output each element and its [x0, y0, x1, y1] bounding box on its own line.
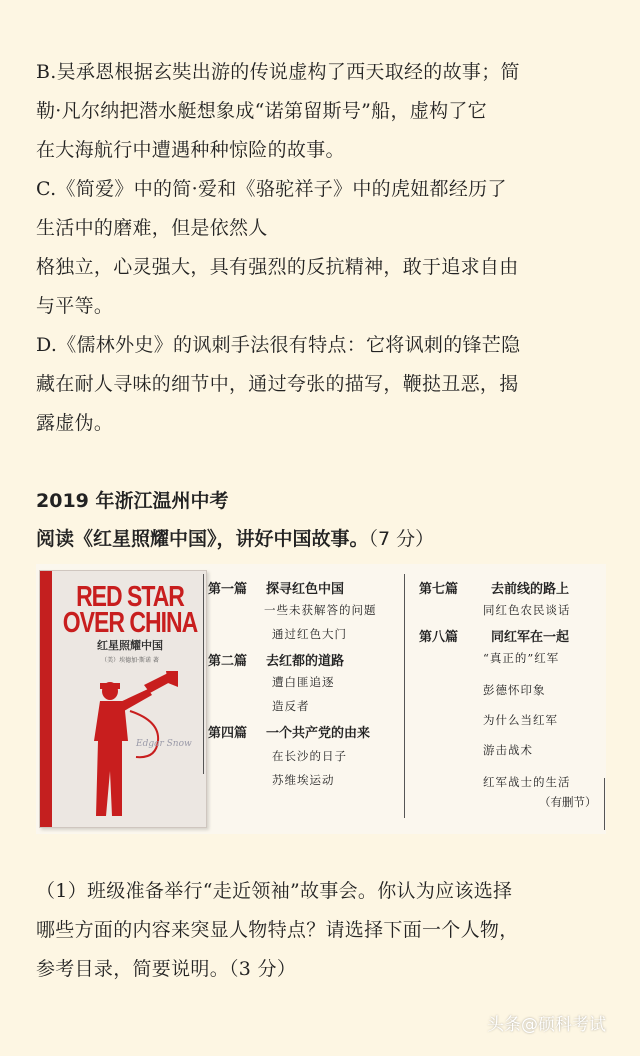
toc-section: 红军战士的生活 [483, 775, 571, 789]
toc-section: 通过红色大门 [272, 627, 347, 641]
book-spine [40, 571, 52, 827]
option-b-line: 在大海航行中遭遇种种惊险的故事。 [36, 139, 345, 161]
book-title-en-line2: OVER CHINA [62, 605, 198, 639]
exam-heading: 2019 年浙江温州中考 [36, 490, 229, 512]
option-c-line: 格独立，心灵强大，具有强烈的反抗精神，敢于追求自由 [36, 256, 519, 278]
toc-section: “真正的”红军 [483, 651, 560, 665]
toc-section: 彭德怀印象 [483, 683, 546, 697]
option-b-line: 勒·凡尔纳把潜水艇想象成“诺第留斯号”船，虚构了它 [36, 100, 487, 122]
toc-section: 游击战术 [483, 743, 533, 757]
toc-chapter-7: 第七篇 去前线的路上 [419, 582, 570, 597]
task-instruction [36, 524, 434, 554]
toc-section: 同红色农民谈话 [483, 603, 571, 617]
question-line: 哪些方面的内容来突显人物特点？请选择下面一个人物， [36, 919, 519, 941]
option-b [36, 53, 606, 170]
toc-chapter-4: 第四篇 一个共产党的由来 [208, 726, 371, 741]
toc-section: 遭白匪追逐 [272, 675, 335, 689]
toc-section: 苏维埃运动 [272, 773, 335, 787]
option-c [36, 170, 606, 326]
signature-scribble: Edgar Snow [136, 739, 192, 749]
toc-note: （有删节） [539, 795, 597, 809]
task-points: （7 分） [368, 528, 435, 550]
task-text: 阅读《红星照耀中国》，讲好中国故事。 [36, 528, 369, 550]
toc-divider-middle [404, 574, 405, 818]
toc-section: 在长沙的日子 [272, 749, 347, 763]
question-line: （1）班级准备举行“走近领袖”故事会。你认为应该选择 [36, 880, 513, 902]
question-1 [36, 872, 606, 989]
option-c-line: 与平等。 [36, 295, 114, 317]
option-c-line: 生活中的磨难，但是依然人 [36, 217, 268, 239]
toc-chapter-8: 第八篇 同红军在一起 [419, 630, 570, 645]
option-d-line: 藏在耐人寻味的细节中，通过夸张的描写，鞭挞丑恶，揭 [36, 373, 519, 395]
option-d-line: D.《儒林外史》的讽刺手法很有特点：它将讽刺的锋芒隐 [36, 334, 521, 356]
option-d [36, 326, 606, 443]
toc-section: 为什么当红军 [483, 713, 558, 727]
question-line: 参考目录，简要说明。（3 分） [36, 958, 297, 980]
toc-section: 造反者 [272, 699, 310, 713]
book-author: （美）埃德加·斯诺 著 [101, 657, 159, 664]
book-title-cn: 红星照耀中国 [97, 639, 163, 652]
option-d-line: 露虚伪。 [36, 412, 114, 434]
toc-divider-right [604, 778, 605, 830]
toc-chapter-2: 第二篇 去红都的道路 [208, 654, 345, 669]
book-title-en-line1: RED STAR [76, 579, 184, 613]
toc-divider-left [203, 574, 204, 774]
book-cover-image [39, 570, 207, 828]
option-c-line: C.《简爱》中的简·爱和《骆驼祥子》中的虎妞都经历了 [36, 178, 507, 200]
toc-chapter-1: 第一篇 探寻红色中国 [208, 582, 345, 597]
toc-section: 一些未获解答的问题 [264, 603, 377, 617]
book-toc-panel [36, 564, 606, 834]
option-b-line: B.吴承恩根据玄奘出游的传说虚构了西天取经的故事；简 [36, 61, 520, 83]
watermark: 头条@硕科考试 [487, 1015, 606, 1035]
